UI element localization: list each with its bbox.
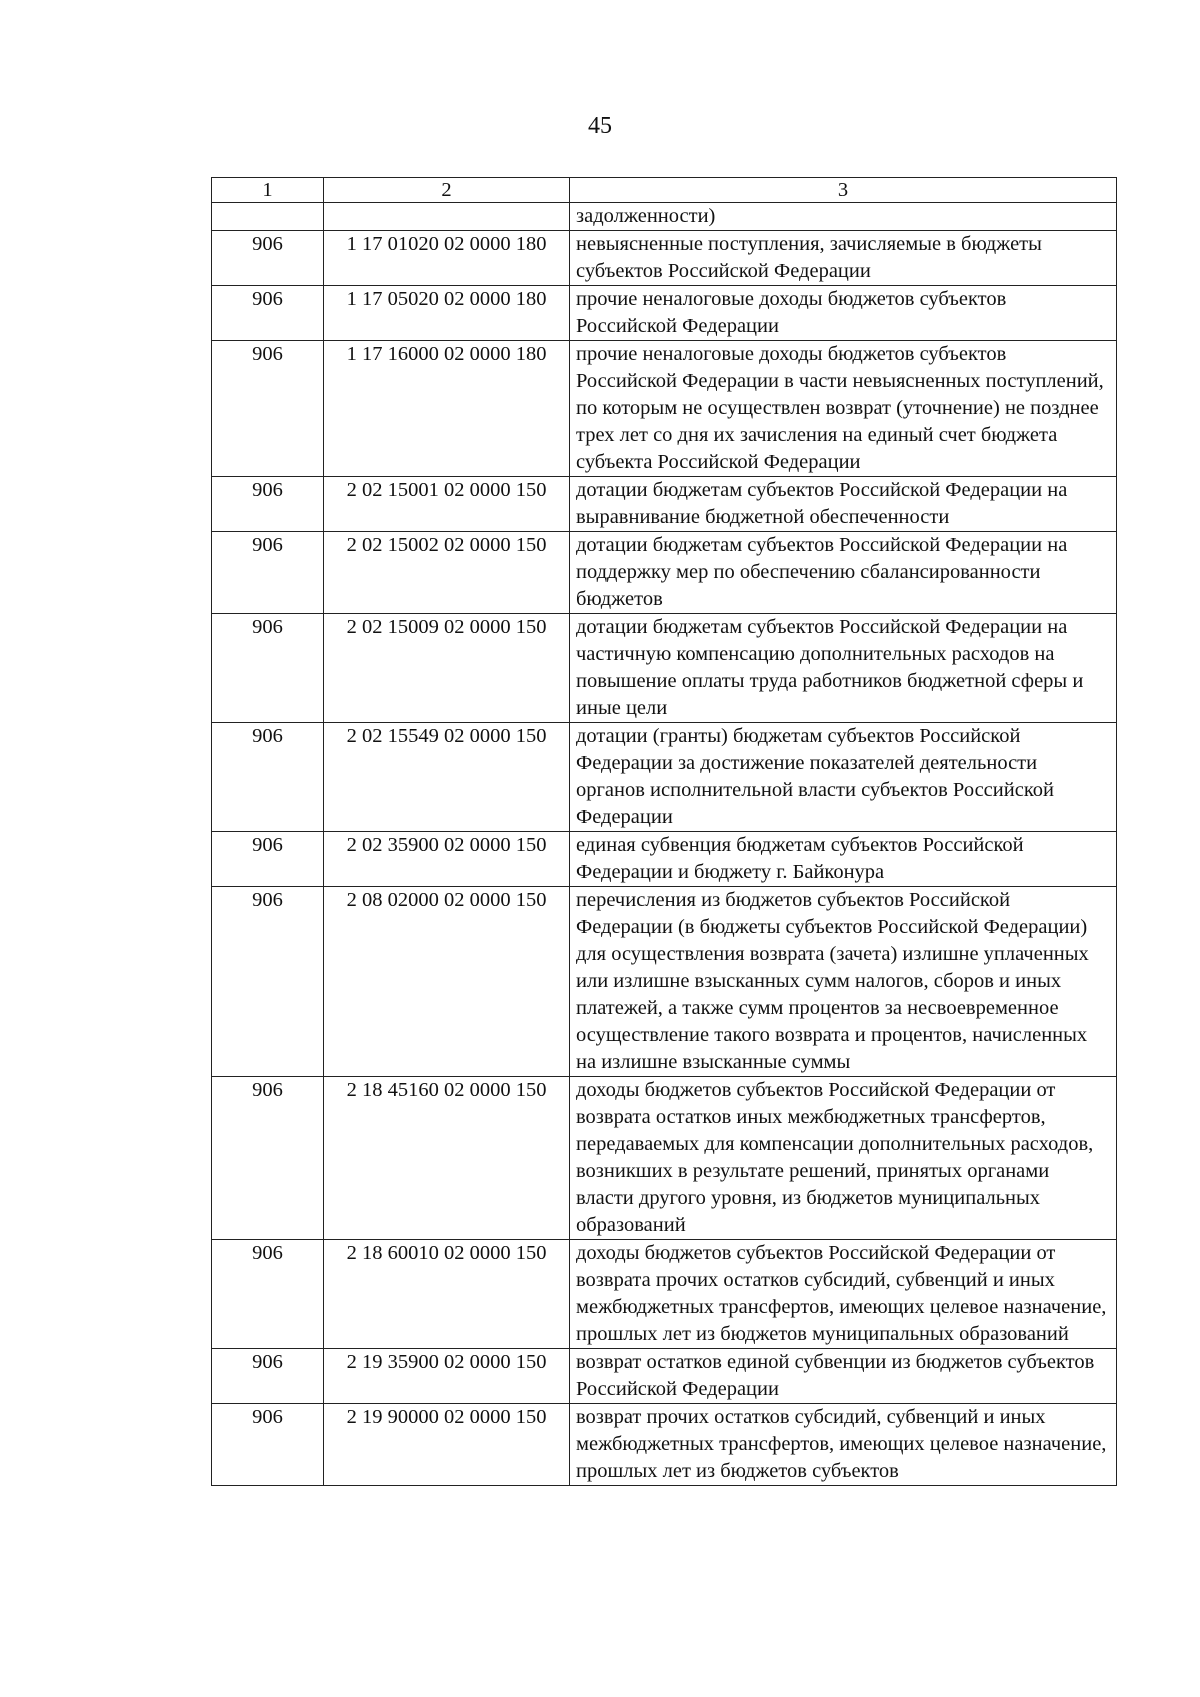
admin-code-cell: 906 <box>212 832 324 887</box>
revenue-name-cell: дотации (гранты) бюджетам субъектов Российской Федерации за достижение показателей деятельности органов исполнительной власти субъектов Российской Федерации <box>570 723 1117 832</box>
revenue-name-cell: прочие неналоговые доходы бюджетов субъектов Российской Федерации <box>570 286 1117 341</box>
revenue-codes-table <box>211 177 1117 1486</box>
revenue-code-cell: 2 02 15009 02 0000 150 <box>324 614 570 723</box>
table-row <box>212 832 1117 887</box>
admin-code-cell: 906 <box>212 1404 324 1486</box>
revenue-code-cell: 2 08 02000 02 0000 150 <box>324 887 570 1077</box>
page-number: 45 <box>588 113 612 139</box>
admin-code-cell: 906 <box>212 532 324 614</box>
admin-code-cell: 906 <box>212 286 324 341</box>
admin-code-cell: 906 <box>212 1077 324 1240</box>
revenue-name-cell: дотации бюджетам субъектов Российской Федерации на частичную компенсацию дополнительных расходов на повышение оплаты труда работников бюджетной сферы и иные цели <box>570 614 1117 723</box>
revenue-code-cell: 2 19 90000 02 0000 150 <box>324 1404 570 1486</box>
table-header-row <box>212 178 1117 203</box>
revenue-name-cell: возврат остатков единой субвенции из бюджетов субъектов Российской Федерации <box>570 1349 1117 1404</box>
admin-code-cell: 906 <box>212 231 324 286</box>
table-row <box>212 614 1117 723</box>
revenue-name-cell: прочие неналоговые доходы бюджетов субъектов Российской Федерации в части невыясненных поступлений, по которым не осуществлен возврат (уточнение) не позднее трех лет со дня их зачисления на единый счет бюджета субъекта Российской Федерации <box>570 341 1117 477</box>
revenue-code-cell: 2 18 60010 02 0000 150 <box>324 1240 570 1349</box>
column-header-1: 1 <box>212 178 324 203</box>
table-row <box>212 723 1117 832</box>
column-header-2: 2 <box>324 178 570 203</box>
column-header-3: 3 <box>570 178 1117 203</box>
table-body <box>212 203 1117 1486</box>
table-row <box>212 1404 1117 1486</box>
table-row <box>212 231 1117 286</box>
table-row <box>212 1349 1117 1404</box>
revenue-name-cell: доходы бюджетов субъектов Российской Федерации от возврата остатков иных межбюджетных трансфертов, передаваемых для компенсации дополнительных расходов, возникших в результате решений, принятых органами власти другого уровня, из бюджетов муниципальных образований <box>570 1077 1117 1240</box>
revenue-code-cell: 1 17 01020 02 0000 180 <box>324 231 570 286</box>
admin-code-cell <box>212 203 324 231</box>
table-row <box>212 1240 1117 1349</box>
revenue-name-cell: задолженности) <box>570 203 1117 231</box>
admin-code-cell: 906 <box>212 1240 324 1349</box>
revenue-code-cell: 1 17 05020 02 0000 180 <box>324 286 570 341</box>
revenue-code-cell: 2 18 45160 02 0000 150 <box>324 1077 570 1240</box>
table-row <box>212 1077 1117 1240</box>
revenue-name-cell: единая субвенция бюджетам субъектов Российской Федерации и бюджету г. Байконура <box>570 832 1117 887</box>
revenue-name-cell: невыясненные поступления, зачисляемые в бюджеты субъектов Российской Федерации <box>570 231 1117 286</box>
revenue-name-cell: возврат прочих остатков субсидий, субвенций и иных межбюджетных трансфертов, имеющих целевое назначение, прошлых лет из бюджетов субъектов <box>570 1404 1117 1486</box>
revenue-name-cell: дотации бюджетам субъектов Российской Федерации на поддержку мер по обеспечению сбалансированности бюджетов <box>570 532 1117 614</box>
admin-code-cell: 906 <box>212 723 324 832</box>
revenue-code-cell <box>324 203 570 231</box>
revenue-name-cell: дотации бюджетам субъектов Российской Федерации на выравнивание бюджетной обеспеченности <box>570 477 1117 532</box>
revenue-code-cell: 2 02 35900 02 0000 150 <box>324 832 570 887</box>
admin-code-cell: 906 <box>212 341 324 477</box>
admin-code-cell: 906 <box>212 614 324 723</box>
table-row <box>212 477 1117 532</box>
table-row <box>212 341 1117 477</box>
table-row <box>212 887 1117 1077</box>
revenue-code-cell: 2 02 15001 02 0000 150 <box>324 477 570 532</box>
revenue-code-cell: 1 17 16000 02 0000 180 <box>324 341 570 477</box>
admin-code-cell: 906 <box>212 887 324 1077</box>
table-row <box>212 203 1117 231</box>
revenue-name-cell: перечисления из бюджетов субъектов Российской Федерации (в бюджеты субъектов Российской Федерации) для осуществления возврата (зачета) излишне уплаченных или излишне взысканных сумм налогов, сборов и иных платежей, а также сумм процентов за несвоевременное осуществление такого возврата и процентов, начисленных на излишне взысканные суммы <box>570 887 1117 1077</box>
admin-code-cell: 906 <box>212 1349 324 1404</box>
table-row <box>212 532 1117 614</box>
revenue-code-cell: 2 19 35900 02 0000 150 <box>324 1349 570 1404</box>
revenue-code-cell: 2 02 15002 02 0000 150 <box>324 532 570 614</box>
revenue-name-cell: доходы бюджетов субъектов Российской Федерации от возврата прочих остатков субсидий, субвенций и иных межбюджетных трансфертов, имеющих целевое назначение, прошлых лет из бюджетов муниципальных образований <box>570 1240 1117 1349</box>
revenue-code-cell: 2 02 15549 02 0000 150 <box>324 723 570 832</box>
table-row <box>212 286 1117 341</box>
admin-code-cell: 906 <box>212 477 324 532</box>
